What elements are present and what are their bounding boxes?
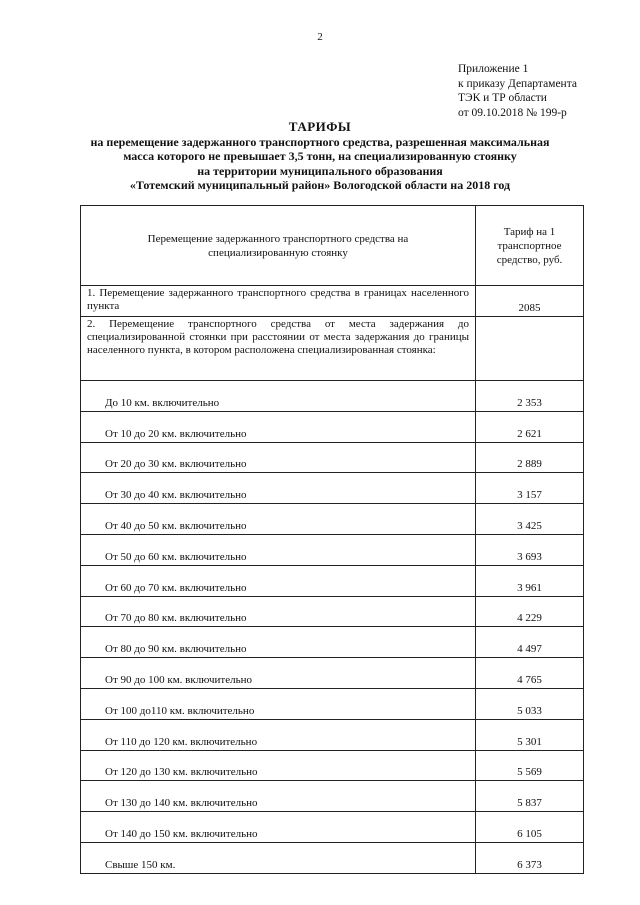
header-transport: Перемещение задержанного транспортного средства на специализированную стоянку (81, 206, 476, 286)
section-row-city (81, 286, 584, 317)
price-cell: 4 229 (476, 596, 584, 627)
table-row (81, 442, 584, 473)
distance-cell: От 140 до 150 км. включительно (81, 812, 476, 843)
title-main: ТАРИФЫ (288, 119, 352, 134)
table-row (81, 504, 584, 535)
price-cell: 3 961 (476, 565, 584, 596)
price-cell: 3 693 (476, 534, 584, 565)
distance-cell: От 50 до 60 км. включительно (81, 534, 476, 565)
price-cell: 5 033 (476, 688, 584, 719)
table-row (81, 812, 584, 843)
appendix-block (458, 62, 577, 120)
distance-cell: От 60 до 70 км. включительно (81, 565, 476, 596)
title-line: масса которого не превышает 3,5 тонн, на специализированную стоянку (123, 149, 517, 163)
table-row (81, 781, 584, 812)
table-row (81, 688, 584, 719)
distance-cell: От 90 до 100 км. включительно (81, 658, 476, 689)
price-cell: 4 765 (476, 658, 584, 689)
table-row (81, 842, 584, 873)
section-text: 1. Перемещение задержанного транспортного средства в границах населенного пункта (81, 286, 476, 317)
price-cell: 6 105 (476, 812, 584, 843)
distance-cell: Свыше 150 км. (81, 842, 476, 873)
distance-cell: От 20 до 30 км. включительно (81, 442, 476, 473)
distance-cell: От 40 до 50 км. включительно (81, 504, 476, 535)
section-price (476, 317, 584, 381)
distance-cell: От 130 до 140 км. включительно (81, 781, 476, 812)
table-row (81, 411, 584, 442)
table-row (81, 658, 584, 689)
distance-cell: До 10 км. включительно (81, 381, 476, 412)
price-cell: 2 889 (476, 442, 584, 473)
title-line: на территории муниципального образования (197, 163, 443, 178)
appendix-line: ТЭК и ТР области (458, 92, 547, 104)
appendix-line: Приложение 1 (458, 63, 529, 75)
table-row (81, 719, 584, 750)
price-cell: 3 157 (476, 473, 584, 504)
table-row (81, 627, 584, 658)
section-text: 2. Перемещение транспортного средства от места задержания до специализированной стоянки при расстоянии от места задержания до границы населенного пункта, в котором расположена специализированная стоянка: (81, 317, 476, 381)
title-line: «Тотемский муниципальный район» Вологодской области на 2018 год (129, 178, 511, 192)
table-row (81, 381, 584, 412)
section-row-distance (81, 317, 584, 381)
section-price: 2085 (476, 286, 584, 317)
price-cell: 3 425 (476, 504, 584, 535)
table-row (81, 534, 584, 565)
distance-cell: От 120 до 130 км. включительно (81, 750, 476, 781)
distance-cell: От 10 до 20 км. включительно (81, 411, 476, 442)
table-row (81, 565, 584, 596)
header-tariff: Тариф на 1 транспортное средство, руб. (476, 206, 584, 286)
document-title (0, 120, 640, 193)
distance-cell: От 70 до 80 км. включительно (81, 596, 476, 627)
price-cell: 2 621 (476, 411, 584, 442)
table-row (81, 473, 584, 504)
distance-cell: От 30 до 40 км. включительно (81, 473, 476, 504)
table-header-row (81, 206, 584, 286)
tariff-table (80, 205, 584, 874)
table-row (81, 750, 584, 781)
appendix-line: от 09.10.2018 № 199-р (458, 106, 567, 119)
distance-cell: От 100 до110 км. включительно (81, 688, 476, 719)
title-line: на перемещение задержанного транспортного средства, разрешенная максимальная (90, 134, 550, 149)
distance-cell: От 80 до 90 км. включительно (81, 627, 476, 658)
price-cell: 5 569 (476, 750, 584, 781)
price-cell: 6 373 (476, 842, 584, 873)
table-row (81, 596, 584, 627)
price-cell: 4 497 (476, 627, 584, 658)
price-cell: 5 837 (476, 781, 584, 812)
price-cell: 2 353 (476, 381, 584, 412)
price-cell: 5 301 (476, 719, 584, 750)
page-number: 2 (317, 31, 323, 43)
appendix-line: к приказу Департамента (458, 77, 577, 90)
distance-cell: От 110 до 120 км. включительно (81, 719, 476, 750)
